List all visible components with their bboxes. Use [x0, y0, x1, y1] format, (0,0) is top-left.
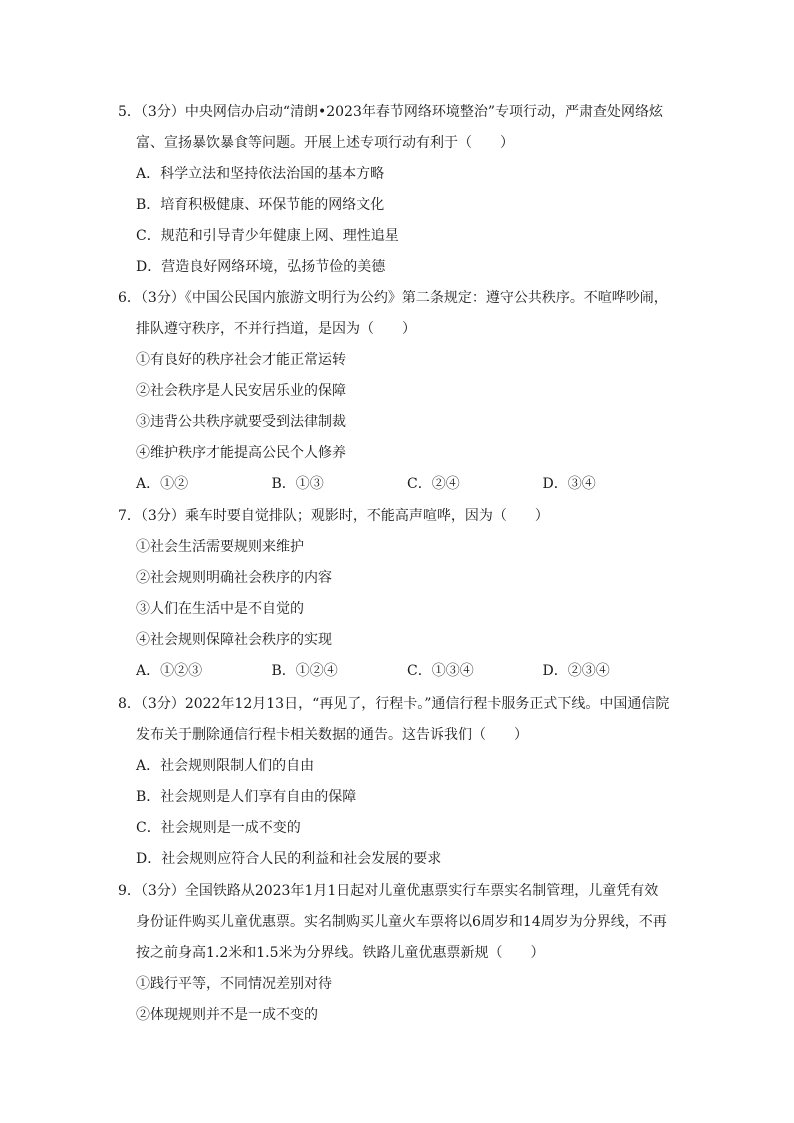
choice-b: B．①②④: [271, 663, 338, 679]
question-stem: 5．（3分）中央网信办启动“清朗•2023年春节网络环境整治”专项行动，严肃查处网络炫: [118, 104, 664, 120]
statement-2: ②社会秩序是人民安居乐业的保障: [136, 383, 346, 399]
statement-3: ③人们在生活中是不自觉的: [136, 601, 304, 617]
statement-1: ①社会生活需要规则来维护: [136, 539, 304, 555]
option-c: C．社会规则是一成不变的: [136, 820, 301, 836]
statement-4: ④维护秩序才能提高公民个人修养: [136, 445, 346, 461]
option-a: A．科学立法和坚持依法治国的基本方略: [136, 166, 385, 182]
question-9: [118, 876, 678, 1031]
option-b: B．培育积极健康、环保节能的网络文化: [136, 197, 385, 213]
choice-row: [118, 469, 678, 500]
choice-a: A．①②: [136, 476, 189, 492]
question-stem: 9．（3分）全国铁路从2023年1月1日起对儿童优惠票实行车票实名制管理，儿童凭有效: [118, 883, 659, 899]
choice-c: C．②④: [407, 476, 460, 492]
choice-d: D．③④: [542, 476, 596, 492]
question-stem: 7．（3分）乘车时要自觉排队；观影时，不能高声喧哗，因为（ ）: [118, 508, 549, 524]
statement-2: ②体现规则并不是一成不变的: [136, 1007, 318, 1023]
question-stem: 身份证件购买儿童优惠票。实名制购买儿童火车票将以6周岁和14周岁为分界线，不再: [136, 914, 667, 930]
question-6: [118, 283, 678, 500]
choice-c: C．①③④: [407, 663, 474, 679]
choice-row: [118, 656, 678, 687]
statement-1: ①有良好的秩序社会才能正常运转: [136, 352, 346, 368]
choice-b: B．①③: [271, 476, 324, 492]
question-stem: 6．（3分）《中国公民国内旅游文明行为公约》第二条规定：遵守公共秩序。不喧哗吵闹，: [118, 290, 668, 306]
statement-4: ④社会规则保障社会秩序的实现: [136, 632, 332, 648]
statement-2: ②社会规则明确社会秩序的内容: [136, 570, 332, 586]
option-d: D．社会规则应符合人民的利益和社会发展的要求: [136, 851, 442, 867]
question-stem: 富、宣扬暴饮暴食等问题。开展上述专项行动有利于（ ）: [136, 135, 514, 151]
question-8: [118, 689, 678, 875]
question-7: [118, 501, 678, 687]
question-stem: 排队遵守秩序，不并行挡道，是因为（ ）: [136, 321, 416, 337]
question-stem: 发布关于删除通信行程卡相关数据的通告。这告诉我们（ ）: [136, 727, 528, 743]
option-b: B．社会规则是人们享有自由的保障: [136, 789, 357, 805]
option-d: D．营造良好网络环境，弘扬节俭的美德: [136, 259, 386, 275]
question-stem: 按之前身高1.2米和1.5米为分界线。铁路儿童优惠票新规（ ）: [136, 945, 545, 961]
question-stem: 8．（3分）2022年12月13日，“再见了，行程卡。”通信行程卡服务正式下线。中国通信院: [118, 696, 670, 712]
choice-d: D．②③④: [542, 663, 610, 679]
statement-3: ③违背公共秩序就要受到法律制裁: [136, 414, 346, 430]
option-a: A．社会规则限制人们的自由: [136, 758, 315, 774]
statement-1: ①践行平等，不同情况差别对待: [136, 976, 332, 992]
choice-a: A．①②③: [136, 663, 203, 679]
option-c: C．规范和引导青少年健康上网、理性追星: [136, 228, 399, 244]
question-5: [118, 97, 678, 283]
